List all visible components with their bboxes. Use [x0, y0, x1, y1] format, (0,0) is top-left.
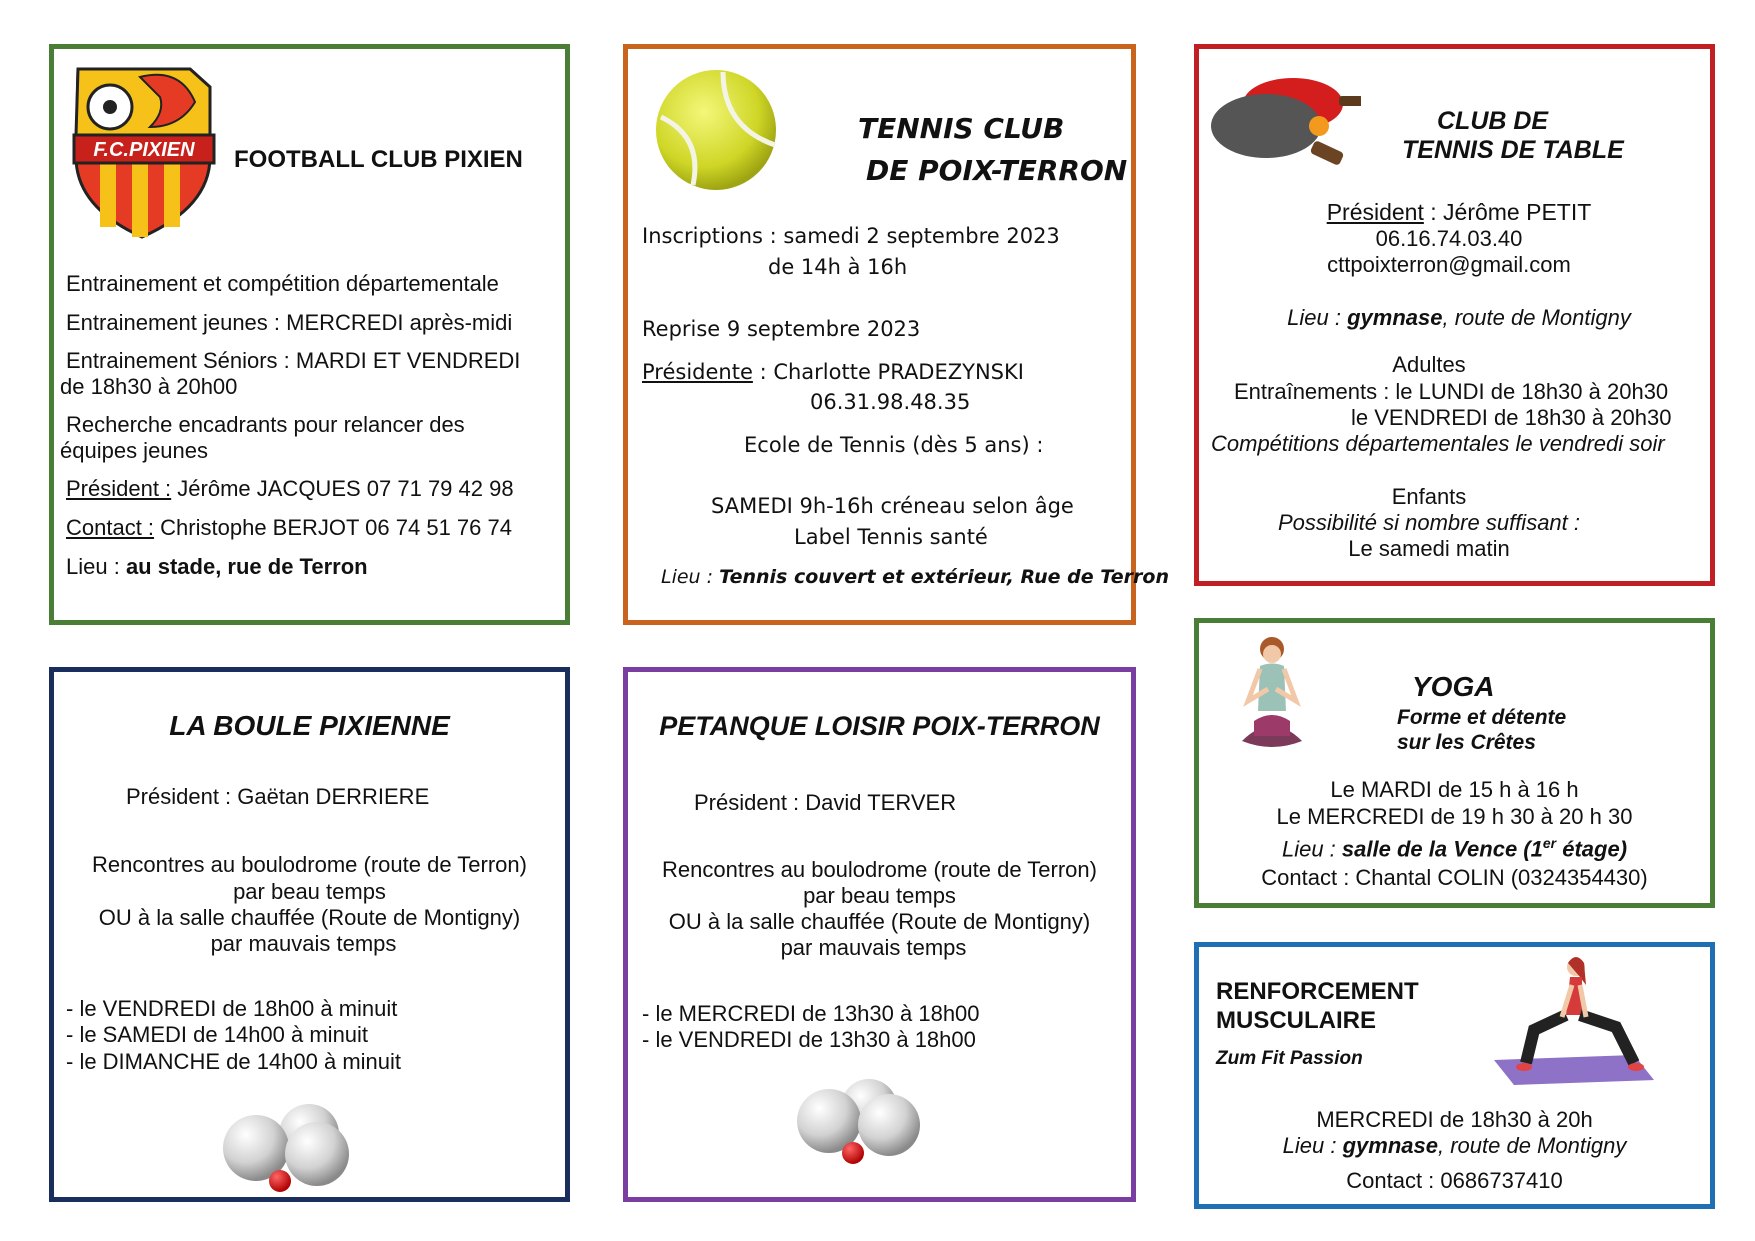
fc-pixien-logo [70, 57, 220, 242]
fitness-woman-image [1484, 955, 1664, 1095]
football-line4b: équipes jeunes [60, 438, 209, 463]
petanque-d2: - le VENDREDI de 13h30 à 18h00 [642, 1027, 976, 1052]
renforcement-l1: MERCREDI de 18h30 à 20h [1316, 1107, 1593, 1132]
football-president [66, 476, 514, 502]
tennis-presidente [642, 359, 1024, 385]
boule-title: LA BOULE PIXIENNE [169, 710, 450, 741]
tennis-lieu-label: Lieu : [661, 566, 720, 588]
tabletennis-samedi: Le samedi matin [1348, 536, 1510, 561]
renforcement-card [1194, 942, 1715, 1209]
yoga-sub-2: sur les Crêtes [1397, 731, 1536, 754]
tennis-lieu-value: Tennis couvert et extérieur, Rue de Terron [719, 566, 1169, 588]
tennis-label: Label Tennis santé [794, 525, 988, 549]
renforcement-title-1: RENFORCEMENT [1216, 978, 1419, 1005]
boule-r4: par mauvais temps [210, 931, 397, 956]
yoga-lieu-label: Lieu : [1281, 836, 1342, 862]
football-line3b: de 18h30 à 20h00 [60, 374, 238, 399]
tennis-title-1: TENNIS CLUB [858, 112, 1065, 145]
tabletennis-competitions: Compétitions départementales le vendredi soir [1211, 431, 1665, 456]
tabletennis-lieu-label: Lieu : [1287, 305, 1348, 330]
yoga-lieu-value: salle de la Vence (1 [1341, 836, 1543, 862]
tabletennis-title-1: CLUB DE [1437, 107, 1549, 135]
renforcement-contact: Contact : 0686737410 [1346, 1168, 1563, 1193]
petanque-president: Président : David TERVER [694, 790, 957, 815]
renforcement-lieu-rest: , route de Montigny [1437, 1133, 1627, 1158]
tennis-reprise: Reprise 9 septembre 2023 [642, 317, 921, 341]
petanque-balls-image [791, 1077, 941, 1172]
boule-r1: Rencontres au boulodrome (route de Terron) [92, 852, 527, 877]
renforcement-sub: Zum Fit Passion [1216, 1048, 1363, 1069]
football-title: FOOTBALL CLUB PIXIEN [234, 146, 523, 173]
football-line3a: Entrainement Séniors : MARDI ET VENDREDI [66, 348, 521, 373]
tennis-inscriptions: Inscriptions : samedi 2 septembre 2023 [642, 224, 1060, 248]
boule-d2: - le SAMEDI de 14h00 à minuit [66, 1022, 369, 1047]
yoga-lieu-end: étage) [1556, 836, 1628, 862]
football-lieu-label: Lieu : [66, 554, 126, 579]
football-line1: Entrainement et compétition départementale [66, 271, 499, 296]
boule-president: Président : Gaëtan DERRIERE [126, 784, 430, 809]
petanque-r3: OU à la salle chauffée (Route de Montigny) [668, 909, 1091, 934]
tabletennis-president [1319, 199, 1599, 225]
tennis-ecole: Ecole de Tennis (dès 5 ans) : [744, 433, 1044, 457]
tabletennis-title-2: TENNIS DE TABLE [1402, 136, 1624, 164]
renforcement-title-2: MUSCULAIRE [1216, 1007, 1376, 1034]
tabletennis-entrainements-1: Entraînements : le LUNDI de 18h30 à 20h30 [1234, 379, 1669, 404]
boule-r3: OU à la salle chauffée (Route de Montigny) [98, 905, 521, 930]
renforcement-lieu-label: Lieu : [1282, 1133, 1343, 1158]
petanque-title: PETANQUE LOISIR POIX-TERRON [659, 711, 1100, 741]
tennis-samedi: SAMEDI 9h-16h créneau selon âge [711, 494, 1074, 518]
tabletennis-president-label: Président [1326, 199, 1424, 225]
yoga-title: YOGA [1412, 671, 1495, 702]
yoga-l1: Le MARDI de 15 h à 16 h [1330, 777, 1579, 802]
tabletennis-president-value: : Jérôme PETIT [1423, 199, 1592, 225]
yoga-l2: Le MERCREDI de 19 h 30 à 20 h 30 [1276, 804, 1633, 829]
football-president-value: Jérôme JACQUES 07 71 79 42 98 [171, 476, 514, 501]
tennis-card [623, 44, 1169, 625]
tabletennis-email: cttpoixterron@gmail.com [1327, 252, 1571, 277]
petanque-balls-image [219, 1100, 369, 1195]
football-card [49, 44, 570, 625]
petanque-r1: Rencontres au boulodrome (route de Terron) [662, 857, 1097, 882]
boule-r2: par beau temps [233, 879, 386, 904]
tabletennis-possibilite: Possibilité si nombre suffisant : [1277, 510, 1581, 535]
ping-pong-paddles-image [1211, 74, 1361, 172]
football-contact-value: Christophe BERJOT 06 74 51 76 74 [154, 515, 512, 540]
tabletennis-enfants: Enfants [1391, 484, 1467, 509]
fc-logo-text: F.C.PIXIEN [93, 139, 195, 161]
tennis-phone: 06.31.98.48.35 [810, 390, 971, 414]
tabletennis-lieu [1239, 305, 1679, 331]
tabletennis-phone: 06.16.74.03.40 [1375, 226, 1523, 251]
petanque-card [623, 667, 1136, 1202]
boule-d1: - le VENDREDI de 18h00 à minuit [66, 996, 398, 1021]
tabletennis-entrainements-2: le VENDREDI de 18h30 à 20h30 [1351, 405, 1672, 430]
boule-d3: - le DIMANCHE de 14h00 à minuit [66, 1049, 402, 1074]
tennis-title-2: DE POIX-TERRON [866, 154, 1128, 187]
petanque-r2: par beau temps [803, 883, 956, 908]
tennis-presidente-label: Présidente [642, 360, 753, 384]
petanque-d1: - le MERCREDI de 13h30 à 18h00 [642, 1001, 980, 1026]
tabletennis-lieu-bold: gymnase [1347, 305, 1443, 330]
tabletennis-adultes: Adultes [1392, 352, 1466, 377]
renforcement-lieu [1199, 1133, 1710, 1159]
yoga-contact: Contact : Chantal COLIN (0324354430) [1261, 865, 1648, 890]
tabletennis-card [1194, 44, 1715, 586]
yoga-woman-image [1234, 631, 1309, 763]
tennis-inscriptions-time: de 14h à 16h [768, 255, 908, 279]
football-contact [66, 515, 512, 541]
yoga-card [1194, 618, 1715, 908]
football-contact-label: Contact : [66, 515, 155, 540]
yoga-lieu-sup: er [1542, 835, 1557, 851]
tennis-presidente-value: : Charlotte PRADEZYNSKI [752, 360, 1024, 384]
football-lieu-value: au stade, rue de Terron [125, 554, 368, 579]
tennis-ball-image [653, 67, 779, 193]
football-president-label: Président : [66, 476, 172, 501]
boule-card [49, 667, 570, 1202]
petanque-r4: par mauvais temps [780, 935, 967, 960]
tennis-lieu [661, 564, 1169, 590]
yoga-lieu [1199, 830, 1710, 862]
football-line2: Entrainement jeunes : MERCREDI après-midi [66, 310, 513, 335]
yoga-sub-1: Forme et détente [1397, 706, 1567, 729]
football-lieu [66, 554, 368, 580]
renforcement-lieu-bold: gymnase [1342, 1133, 1438, 1158]
tabletennis-lieu-rest: , route de Montigny [1442, 305, 1631, 330]
football-line4a: Recherche encadrants pour relancer des [66, 412, 465, 437]
